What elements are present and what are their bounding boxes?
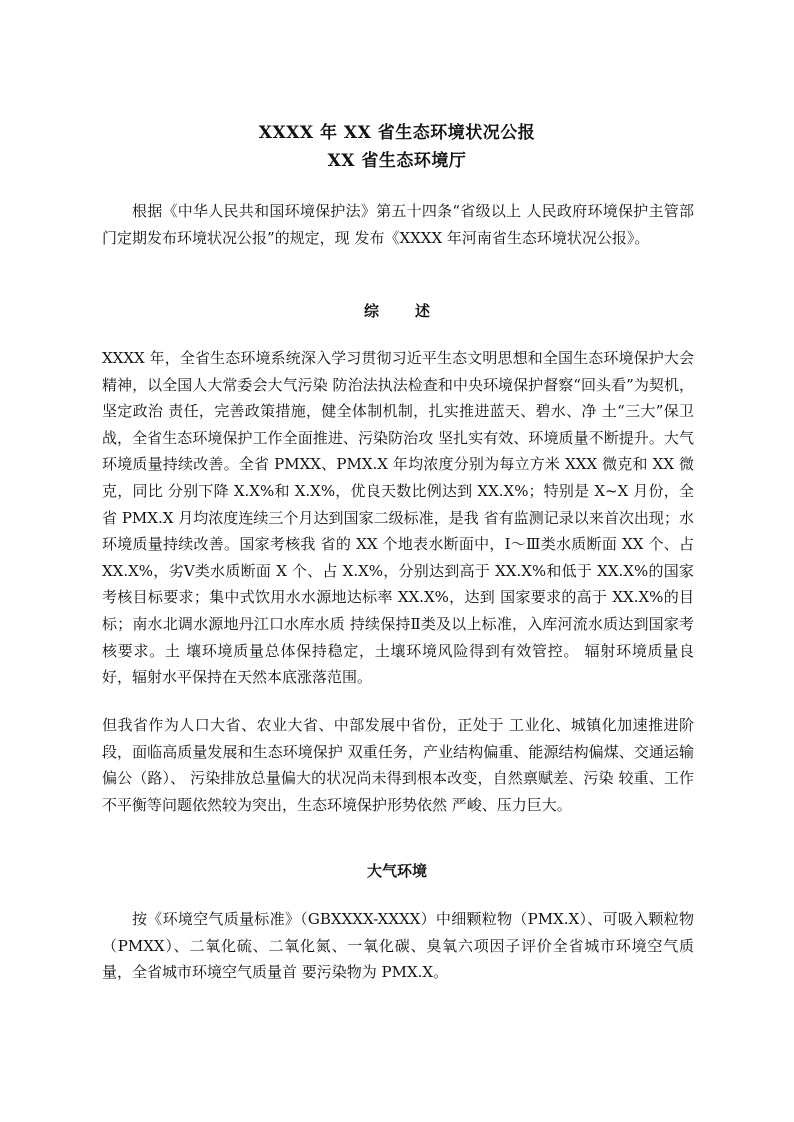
intro-paragraph: 根据《中华人民共和国环境保护法》第五十四条“省级以上 人民政府环境保护主管部门定期发布环境状况公报”的规定，现 发布《XXXX 年河南省生态环境状况公报》。	[102, 202, 694, 247]
overview-heading: 综述	[363, 302, 466, 320]
issuing-department: XX 省生态环境厅	[327, 151, 467, 171]
overview-paragraph: XXXX 年，全省生态环境系统深入学习贯彻习近平生态文明思想和全国生态环境保护大会精神，以全国人大常委会大气污染 防治法执法检查和中央环境保护督察“回头看”为契机，坚定政治 责任，完善政策措施，健全体制机制，扎实推进蓝天、碧水、净 土“三大”保卫战，全省生态环境保护工作全面推进、污染防治攻 坚扎实有效、环境质量不断提升。大气环境质量持续改善。全省 PMXX、PMX.X 年均浓度分别为每立方米 XXX 微克和 XX 微克，同比 分别下降 X.X%和 X.X%，优良天数比例达到 XX.X%；特别是 X~X 月份，全省 PMX.X 月均浓度连续三个月达到国家二级标准，是我 省有监测记录以来首次出现；水环境质量持续改善。国家考核我 省的 XX 个地表水断面中，Ⅰ～Ⅲ类水质断面 XX 个、占 XX.X%，劣Ⅴ类水质断面 X 个、占 X.X%，分别达到高于 XX.X%和低于 XX.X%的国家考核目标要求；集中式饮用水水源地达标率 XX.X%，达到 国家要求的高于 XX.X%的目标；南水北调水源地丹江口水库水质 持续保持Ⅱ类及以上标准，入库河流水质达到国家考核要求。土 壤环境质量总体保持稳定，土壤环境风险得到有效管控。 辐射环境质量良好，辐射水平保持在天然本底涨落范围。	[102, 349, 694, 687]
air-environment-heading: 大气环境	[366, 862, 427, 880]
report-title: XXXX 年 XX 省生态环境状况公报	[258, 123, 536, 143]
air-environment-paragraph: 按《环境空气质量标准》（GBXXXX-XXXX）中细颗粒物（PMX.X）、可吸入颗粒物（PMXX）、二氧化硫、二氧化氮、一氧化碳、臭氧六项因子评价全省城市环境空气质量，全省城市环境空气质量首 要污染物为 PMX.X。	[102, 910, 694, 982]
challenges-paragraph: 但我省作为人口大省、农业大省、中部发展中省份，正处于 工业化、城镇化加速推进阶段，面临高质量发展和生态环境保护 双重任务，产业结构偏重、能源结构偏煤、交通运输偏公（路）、 污染排放总量偏大的状况尚未得到根本改变，自然禀赋差、污染 较重、工作不平衡等问题依然较为突出，生态环境保护形势依然 严峻、压力巨大。	[102, 716, 694, 814]
